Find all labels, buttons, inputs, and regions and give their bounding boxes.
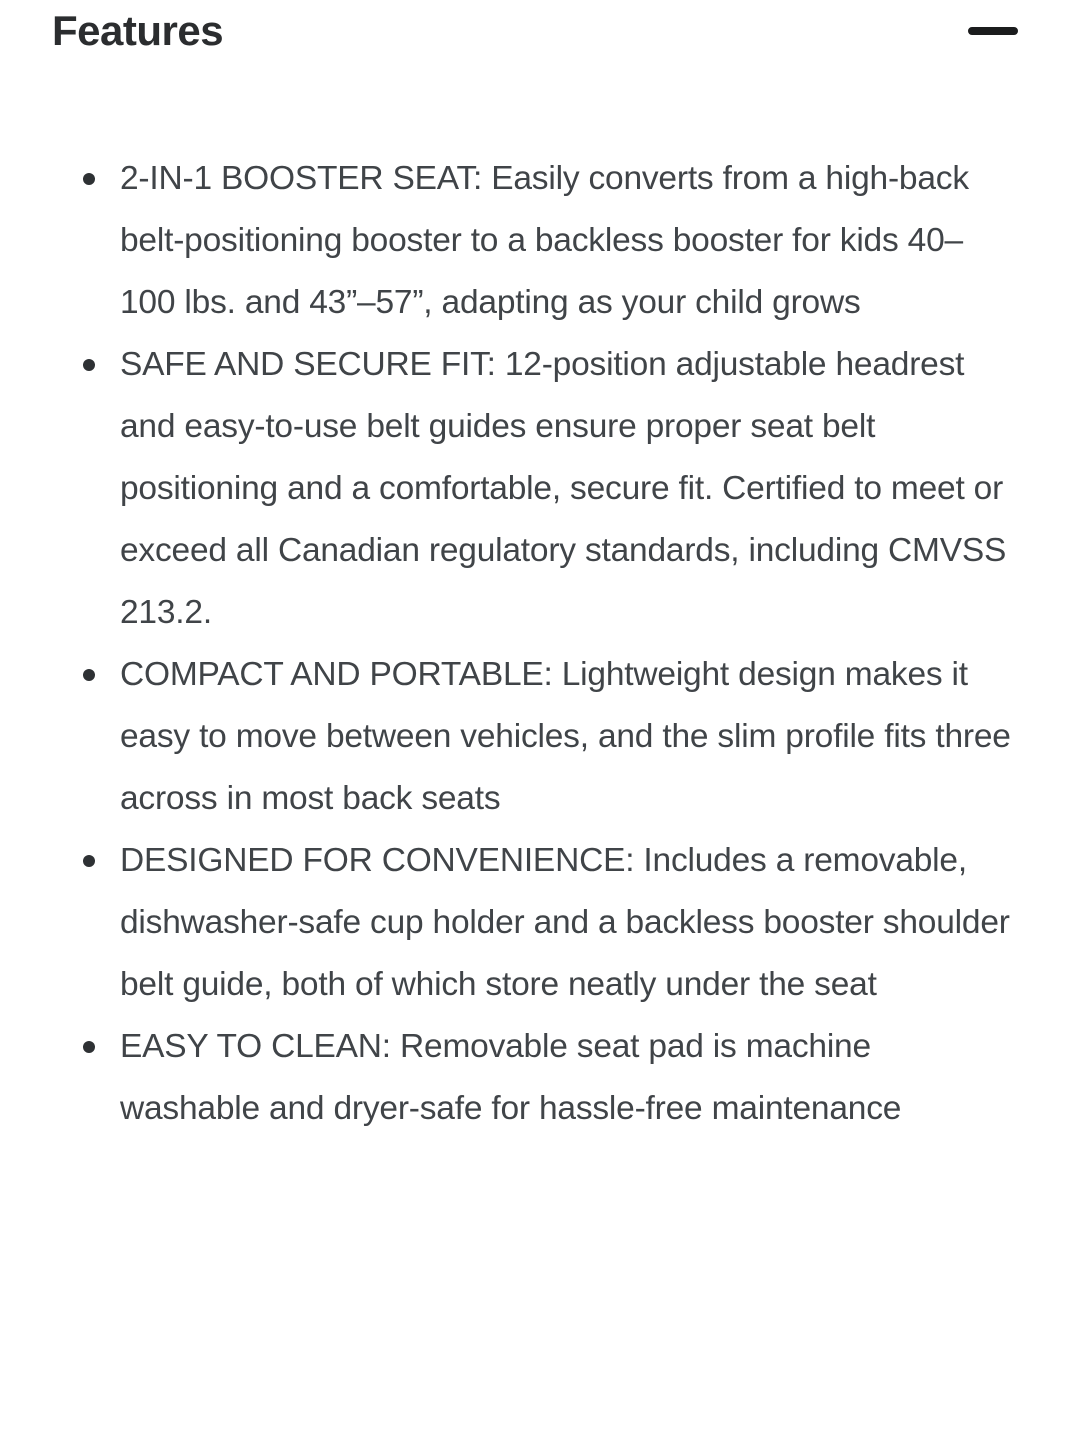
collapse-button[interactable] xyxy=(968,6,1018,56)
features-list xyxy=(52,148,1018,1140)
feature-item: DESIGNED FOR CONVENIENCE: Includes a removable, dishwasher-safe cup holder and a backless booster shoulder belt guide, both of which store neatly under the seat xyxy=(52,830,1018,1016)
feature-item: 2-IN-1 BOOSTER SEAT: Easily converts from a high-back belt-positioning booster to a backless booster for kids 40–100 lbs. and 43”–57”, adapting as your child grows xyxy=(52,148,1018,334)
feature-item: SAFE AND SECURE FIT: 12-position adjustable headrest and easy-to-use belt guides ensure proper seat belt positioning and a comfortable, secure fit. Certified to meet or exceed all Canadian regulatory standards, including CMVSS 213.2. xyxy=(52,334,1018,644)
minus-icon xyxy=(968,27,1018,35)
section-title: Features xyxy=(52,7,224,54)
feature-item: COMPACT AND PORTABLE: Lightweight design makes it easy to move between vehicles, and the slim profile fits three across in most back seats xyxy=(52,644,1018,830)
feature-item: EASY TO CLEAN: Removable seat pad is machine washable and dryer-safe for hassle-free maintenance xyxy=(52,1016,1018,1140)
accordion-header[interactable] xyxy=(52,6,1018,56)
